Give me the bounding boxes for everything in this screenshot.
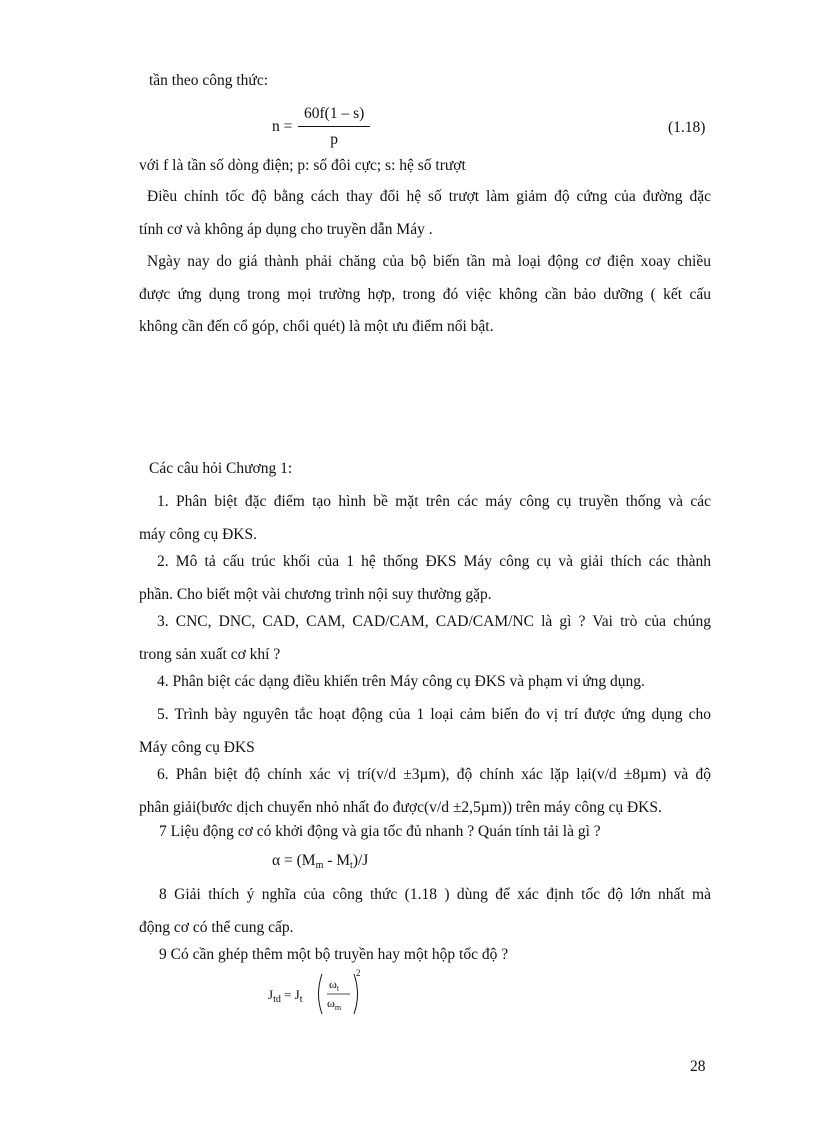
formula-jtd: $J_{td} = J_t$ (268, 987, 303, 1005)
formula-denominator: p (330, 131, 339, 148)
paragraph-line: không cần đến cổ góp, chổi quét) là một ưu điểm nổi bật. (139, 318, 494, 335)
question-6 (139, 759, 711, 824)
question-line: 1. Phân biệt đặc điểm tạo hình bề mặt trên các máy công cụ truyền thống và các (157, 493, 711, 510)
formula-jtd-exponent: 2 (356, 968, 361, 978)
question-line: 3. CNC, DNC, CAD, CAM, CAD/CAM, CAD/CAM/NC là gì ? Vai trò của chúng (157, 613, 711, 630)
question-line: 7 Liệu động cơ có khởi động và gia tốc đủ nhanh ? Quán tính tải là gì ? (159, 823, 601, 840)
question-line: trong sản xuất cơ khí ? (139, 645, 281, 663)
question-line: 6. Phân biệt độ chính xác vị trí(v/d ±3µm), độ chính xác lặp lại(v/d ±8µm) và độ (157, 766, 711, 783)
question-9 (139, 939, 711, 972)
question-line: 8 Giải thích ý nghĩa của công thức (1.18 ) dùng để xác định tốc độ lớn nhất mà (159, 886, 711, 903)
question-3 (139, 606, 711, 671)
paragraph-slip (139, 181, 711, 246)
formula-lhs: n = (272, 118, 293, 135)
formula-alpha: $\alpha = (M_m - M_t)/J$ (272, 852, 369, 871)
page-number: 28 (690, 1058, 706, 1075)
question-4 (139, 666, 711, 699)
question-line: 5. Trình bày nguyên tắc hoạt động của 1 loại cảm biến đo vị trí được ứng dụng cho (157, 706, 711, 723)
question-5 (139, 699, 711, 764)
question-7 (139, 816, 711, 849)
paragraph-line: được ứng dụng trong mọi trường hợp, trong đó việc không cần bảo dưỡng ( kết cấu (139, 285, 711, 303)
formula-numerator: 60f(1 – s) (298, 105, 370, 127)
formula-1-18-fraction (298, 105, 370, 149)
question-8 (139, 879, 711, 944)
question-line: 9 Có cần ghép thêm một bộ truyền hay một hộp tốc độ ? (159, 946, 509, 963)
question-2 (139, 546, 711, 611)
paragraph-line: tính cơ và không áp dụng cho truyền dẫn Máy . (139, 220, 433, 238)
question-line: phân giải(bước dịch chuyển nhỏ nhất đo được(v/d ±2,5µm)) trên máy công cụ ĐKS. (139, 798, 662, 816)
question-line: động cơ có thể cung cấp. (139, 918, 294, 936)
paragraph-today (139, 246, 711, 344)
question-line: máy công cụ ĐKS. (139, 525, 257, 543)
question-line: 2. Mô tả cấu trúc khối của 1 hệ thống ĐKS Máy công cụ và giải thích các thành (157, 553, 711, 570)
questions-heading: Các câu hỏi Chương 1: (149, 460, 293, 477)
intro-line: tần theo công thức: (149, 72, 269, 89)
paragraph-line: Điều chỉnh tốc độ bằng cách thay đổi hệ số trượt làm giảm độ cứng của đường đặc (147, 188, 711, 205)
formula-jtd-numerator: $\omega_t$ (329, 977, 340, 993)
question-line: phần. Cho biết một vài chương trình nội suy thường gặp. (139, 585, 492, 603)
paragraph-line: Ngày nay do giá thành phải chăng của bộ biến tần mà loại động cơ điện xoay chiều (147, 253, 711, 270)
formula-number: (1.18) (668, 119, 706, 136)
definition-line: với f là tần số dòng điện; p: số đôi cực; s: hệ số trượt (139, 157, 466, 174)
question-line: 4. Phân biệt các dạng điều khiển trên Máy công cụ ĐKS và phạm vi ứng dụng. (157, 673, 645, 690)
question-1 (139, 486, 711, 551)
formula-jtd-denominator: $\omega_m$ (327, 996, 342, 1012)
question-line: Máy công cụ ĐKS (139, 738, 255, 756)
